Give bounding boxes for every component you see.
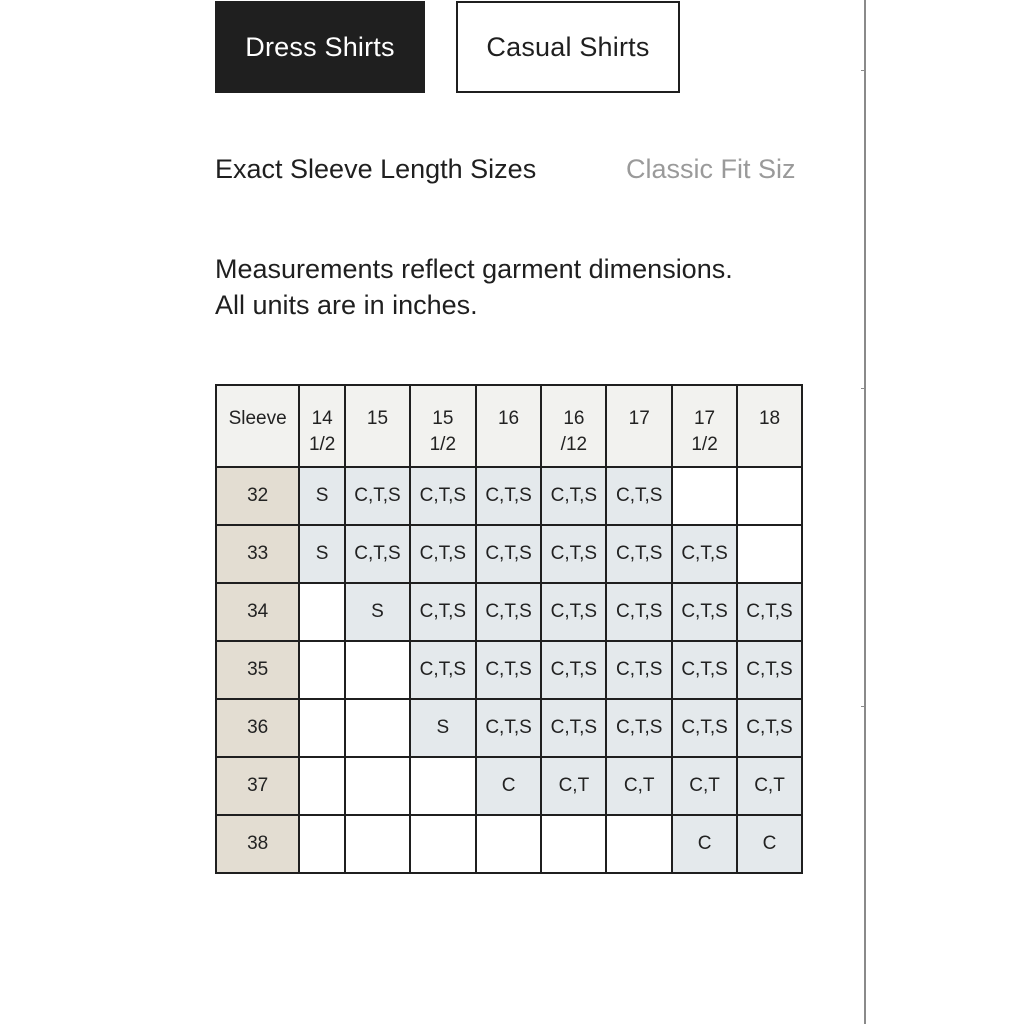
fit-availability-cell: C,T,S (672, 583, 737, 641)
fit-availability-cell: C,T (737, 757, 802, 815)
fit-availability-cell (737, 525, 802, 583)
column-header-neck-size (410, 385, 476, 467)
fit-availability-cell: C,T,S (606, 699, 672, 757)
subtab-exact-sleeve-length[interactable]: Exact Sleeve Length Sizes (215, 154, 537, 184)
fit-availability-cell (606, 815, 672, 873)
column-header-neck-size (606, 385, 672, 467)
measurement-note (215, 251, 855, 323)
column-header-line: 17 (628, 408, 650, 429)
column-header-line: 1/2 (308, 434, 336, 455)
fit-availability-cell (299, 583, 345, 641)
fit-availability-cell: C,T,S (541, 467, 606, 525)
table-row (216, 757, 802, 815)
measurement-note-line: Measurements reflect garment dimensions. (215, 254, 733, 284)
fit-availability-cell (410, 757, 476, 815)
fit-availability-cell: S (299, 467, 345, 525)
fit-availability-cell: C,T,S (737, 641, 802, 699)
fit-availability-cell: S (410, 699, 476, 757)
fit-availability-cell (299, 815, 345, 873)
fit-availability-cell (299, 699, 345, 757)
fit-availability-cell: C,T (606, 757, 672, 815)
sleeve-length-cell: 32 (216, 467, 299, 525)
fit-availability-cell: C (737, 815, 802, 873)
sleeve-length-cell: 36 (216, 699, 299, 757)
sleeve-length-cell: 37 (216, 757, 299, 815)
divider-tick (861, 706, 865, 707)
fit-availability-cell: C (672, 815, 737, 873)
column-header-sleeve: Sleeve (216, 385, 299, 467)
fit-availability-cell: C,T,S (345, 467, 410, 525)
fit-availability-cell: C,T,S (541, 699, 606, 757)
panel-divider (864, 0, 866, 1024)
fit-availability-cell: C,T,S (541, 641, 606, 699)
fit-availability-cell: C,T,S (606, 583, 672, 641)
fit-availability-cell: C,T (541, 757, 606, 815)
fit-availability-cell (541, 815, 606, 873)
column-header-line: 17 (693, 408, 716, 429)
fit-availability-cell: C,T,S (672, 641, 737, 699)
size-type-tabs (215, 150, 803, 194)
column-header-neck-size (345, 385, 410, 467)
fit-availability-cell: C,T,S (410, 525, 476, 583)
fit-availability-cell (410, 815, 476, 873)
fit-availability-cell (299, 641, 345, 699)
fit-availability-cell: C,T,S (541, 525, 606, 583)
fit-availability-cell: C,T,S (476, 583, 542, 641)
tab-dress-shirts[interactable]: Dress Shirts (215, 1, 425, 93)
column-header-line: 16 (497, 408, 520, 429)
table-row (216, 583, 802, 641)
fit-availability-cell: C,T,S (476, 699, 542, 757)
table-header-row (216, 385, 802, 467)
fit-availability-cell (345, 699, 410, 757)
fit-availability-cell: C,T,S (672, 699, 737, 757)
column-header-line: 15 (432, 408, 454, 429)
column-header-neck-size (476, 385, 542, 467)
column-header-line: 1/2 (429, 434, 457, 455)
fit-availability-cell: C,T,S (672, 525, 737, 583)
fit-availability-cell (345, 757, 410, 815)
column-header-neck-size (299, 385, 345, 467)
column-header-neck-size (737, 385, 802, 467)
fit-availability-cell: C,T,S (606, 525, 672, 583)
fit-availability-cell: C,T,S (541, 583, 606, 641)
fit-availability-cell (737, 467, 802, 525)
fit-availability-cell (345, 815, 410, 873)
tab-casual-shirts[interactable]: Casual Shirts (456, 1, 680, 93)
divider-tick (861, 70, 865, 71)
sleeve-length-cell: 33 (216, 525, 299, 583)
fit-availability-cell: C,T,S (476, 641, 542, 699)
column-header-line: 16 (563, 408, 585, 429)
column-header-neck-size (541, 385, 606, 467)
column-header-line: 18 (758, 408, 781, 429)
fit-availability-cell (299, 757, 345, 815)
fit-availability-cell (345, 641, 410, 699)
fit-availability-cell: C,T,S (606, 467, 672, 525)
column-header-line: 15 (366, 408, 389, 429)
table-row (216, 467, 802, 525)
column-header-line: 1/2 (691, 434, 718, 455)
column-header-line: /12 (560, 434, 588, 455)
column-header-line: 14 (311, 408, 333, 429)
table-row (216, 525, 802, 583)
table-row (216, 699, 802, 757)
fit-availability-cell: C,T,S (737, 583, 802, 641)
fit-availability-cell: C,T,S (345, 525, 410, 583)
size-table (215, 384, 803, 874)
fit-availability-cell (672, 467, 737, 525)
sleeve-length-cell: 34 (216, 583, 299, 641)
fit-availability-cell: S (345, 583, 410, 641)
fit-availability-cell: C,T,S (410, 641, 476, 699)
fit-availability-cell (476, 815, 542, 873)
fit-availability-cell: C,T,S (410, 583, 476, 641)
sleeve-length-cell: 35 (216, 641, 299, 699)
table-row (216, 641, 802, 699)
fit-availability-cell: C,T,S (410, 467, 476, 525)
divider-tick (861, 388, 865, 389)
measurement-note-line: All units are in inches. (215, 290, 478, 320)
subtab-classic-fit[interactable]: Classic Fit Siz (626, 154, 796, 184)
column-header-neck-size (672, 385, 737, 467)
table-row (216, 815, 802, 873)
fit-availability-cell: C (476, 757, 542, 815)
size-table-scroll[interactable] (215, 384, 803, 876)
fit-availability-cell: C,T,S (606, 641, 672, 699)
fit-availability-cell: C,T,S (476, 525, 542, 583)
sleeve-length-cell: 38 (216, 815, 299, 873)
fit-availability-cell: C,T,S (737, 699, 802, 757)
fit-availability-cell: C,T,S (476, 467, 542, 525)
fit-availability-cell: S (299, 525, 345, 583)
fit-availability-cell: C,T (672, 757, 737, 815)
